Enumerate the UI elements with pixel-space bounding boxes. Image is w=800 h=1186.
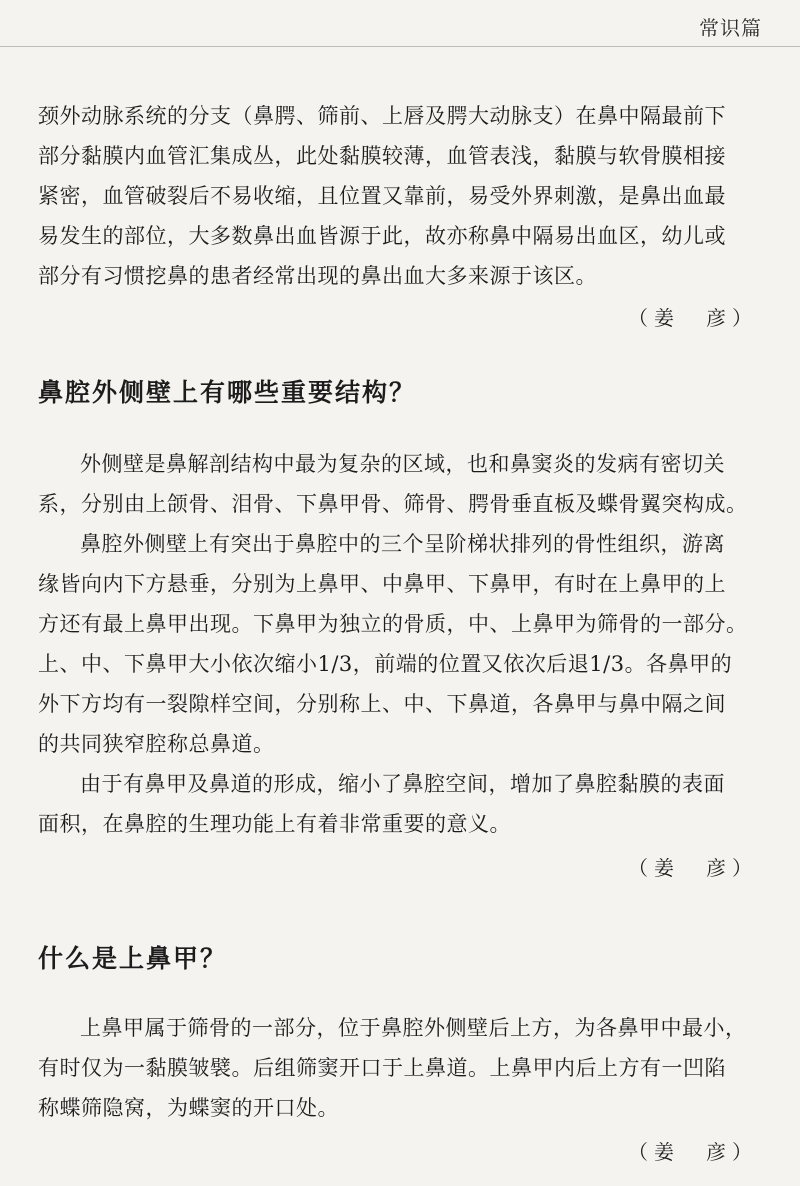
text-line: 易发生的部位，大多数鼻出血皆源于此，故亦称鼻中隔易出血区，幼儿或 [38, 224, 726, 248]
text-line: 缘皆向内下方悬垂，分别为上鼻甲、中鼻甲、下鼻甲，有时在上鼻甲的上 [38, 572, 726, 596]
text-line: 外侧壁是鼻解剖结构中最为复杂的区域，也和鼻窦炎的发病有密切关 [80, 452, 725, 476]
text-line: 系，分别由上颌骨、泪骨、下鼻甲骨、筛骨、腭骨垂直板及蝶骨翼突构成。 [38, 492, 748, 516]
text-line: 上鼻甲属于筛骨的一部分，位于鼻腔外侧壁后上方，为各鼻甲中最小， [80, 1016, 747, 1040]
text-line: 的共同狭窄腔称总鼻道。 [38, 732, 275, 756]
author-credit: （姜 彦） [628, 1140, 758, 1164]
text-line: 有时仅为一黏膜皱襞。后组筛窦开口于上鼻道。上鼻甲内后上方有一凹陷 [38, 1056, 726, 1080]
text-line: 由于有鼻甲及鼻道的形成，缩小了鼻腔空间，增加了鼻腔黏膜的表面 [80, 772, 725, 796]
text-line: 上、中、下鼻甲大小依次缩小1/3，前端的位置又依次后退1/3。各鼻甲的 [38, 652, 733, 676]
running-header-section: 常识篇 [699, 16, 762, 40]
section3-paragraph-1 [38, 1008, 762, 1128]
section2-paragraph-1 [38, 444, 762, 524]
section-heading: 鼻腔外侧壁上有哪些重要结构？ [38, 378, 417, 407]
text-line: 颈外动脉系统的分支（鼻腭、筛前、上唇及腭大动脉支）在鼻中隔最前下 [38, 104, 726, 128]
section2-paragraph-2 [38, 524, 762, 764]
text-line: 部分有习惯挖鼻的患者经常出现的鼻出血大多来源于该区。 [38, 264, 597, 288]
author-credit: （姜 彦） [628, 306, 758, 330]
text-line: 面积，在鼻腔的生理功能上有着非常重要的意义。 [38, 812, 511, 836]
section-heading: 什么是上鼻甲？ [38, 944, 228, 973]
page-body [38, 96, 762, 1170]
author-credit: （姜 彦） [628, 856, 758, 880]
section2-paragraph-3 [38, 764, 762, 844]
text-line: 紧密，血管破裂后不易收缩，且位置又靠前，易受外界刺激，是鼻出血最 [38, 184, 726, 208]
page-header [0, 0, 800, 47]
block1-paragraph [38, 96, 762, 296]
text-line: 外下方均有一裂隙样空间，分别称上、中、下鼻道，各鼻甲与鼻中隔之间 [38, 692, 726, 716]
text-line: 称蝶筛隐窝，为蝶窦的开口处。 [38, 1096, 339, 1120]
text-line: 鼻腔外侧壁上有突出于鼻腔中的三个呈阶梯状排列的骨性组织，游离 [80, 532, 725, 556]
text-line: 部分黏膜内血管汇集成丛，此处黏膜较薄，血管表浅，黏膜与软骨膜相接 [38, 144, 726, 168]
text-line: 方还有最上鼻甲出现。下鼻甲为独立的骨质，中、上鼻甲为筛骨的一部分。 [38, 612, 748, 636]
